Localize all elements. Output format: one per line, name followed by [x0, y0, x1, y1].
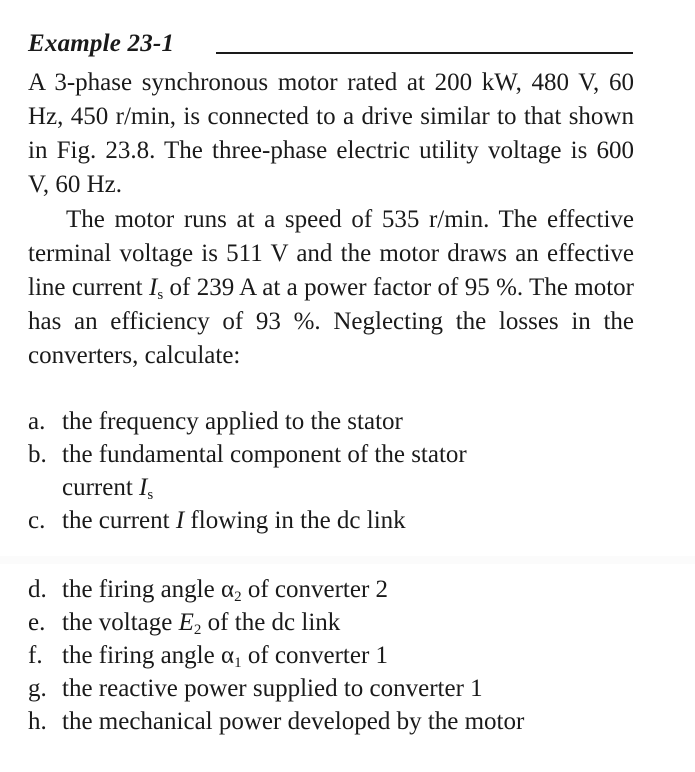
example-heading-row — [28, 30, 633, 66]
question-c — [28, 504, 634, 537]
question-d-marker: d. — [28, 576, 47, 603]
question-c-text — [62, 504, 634, 537]
paragraph-2-text-end: of 239 A at a power factor of 95 %. The motor has an efficiency of 93 %. Neglecting the losses in the converters, calculate: — [28, 274, 634, 369]
question-e-text-before: the voltage — [62, 609, 179, 636]
question-f — [28, 639, 634, 672]
question-g — [28, 672, 634, 705]
dc-link-voltage-subscript: 2 — [193, 622, 202, 638]
dc-link-current-symbol: I — [175, 507, 185, 534]
question-f-text-after: of converter 1 — [241, 642, 389, 669]
question-g-text: the reactive power supplied to converter 1 — [62, 675, 483, 702]
question-h — [28, 705, 634, 738]
question-d — [28, 573, 634, 606]
question-b-continuation-text: current — [62, 474, 140, 501]
stator-current-symbol: I — [139, 474, 148, 501]
firing-angle-2-subscript: 2 — [234, 589, 242, 605]
problem-paragraph-2 — [28, 203, 634, 373]
paragraph-2-text-start: The motor runs at a speed of 535 r/min. The effective terminal voltage is 511 V and the motor draws an effective line current — [28, 206, 634, 301]
line-current-subscript: s — [157, 287, 164, 303]
question-e-marker: e. — [28, 609, 46, 636]
question-list-part-2 — [28, 573, 634, 738]
dc-link-voltage-symbol: E — [178, 609, 194, 636]
question-b-marker: b. — [28, 441, 47, 468]
question-a-text: the frequency applied to the stator — [62, 408, 403, 435]
question-f-text — [62, 639, 634, 672]
question-g-marker: g. — [28, 675, 47, 702]
question-f-text-before: the firing angle — [62, 642, 221, 669]
question-d-text — [62, 573, 634, 606]
question-d-text-before: the firing angle — [62, 576, 221, 603]
firing-angle-2-symbol: α — [220, 576, 235, 603]
heading-rule — [216, 52, 633, 54]
question-f-marker: f. — [28, 642, 43, 669]
page-break-band — [0, 556, 695, 564]
example-title: Example 23-1 — [28, 30, 175, 57]
question-c-marker: c. — [28, 507, 46, 534]
firing-angle-1-subscript: 1 — [234, 655, 242, 671]
question-a-marker: a. — [28, 408, 46, 435]
question-b-continuation — [28, 471, 634, 504]
question-d-text-after: of converter 2 — [241, 576, 389, 603]
question-e-text — [62, 606, 634, 639]
question-b-text: the fundamental component of the stator — [62, 441, 467, 468]
problem-paragraph-1: A 3-phase synchronous motor rated at 200 kW, 480 V, 60 Hz, 450 r/min, is connected to a drive similar to that shown in Fig. 23.8. The three-phase electric utility voltage is 600 V, 60 Hz. — [28, 69, 634, 198]
question-b — [28, 438, 634, 504]
question-e-text-after: of the dc link — [201, 609, 341, 636]
question-c-text-before: the current — [62, 507, 176, 534]
firing-angle-1-symbol: α — [220, 642, 235, 669]
stator-current-subscript: s — [147, 487, 154, 503]
question-e — [28, 606, 634, 639]
question-list-part-1 — [28, 405, 634, 537]
question-c-text-after: flowing in the dc link — [184, 507, 406, 534]
question-h-text: the mechanical power developed by the motor — [62, 708, 525, 735]
question-h-marker: h. — [28, 708, 47, 735]
line-current-symbol: I — [149, 274, 158, 301]
question-a — [28, 405, 634, 438]
